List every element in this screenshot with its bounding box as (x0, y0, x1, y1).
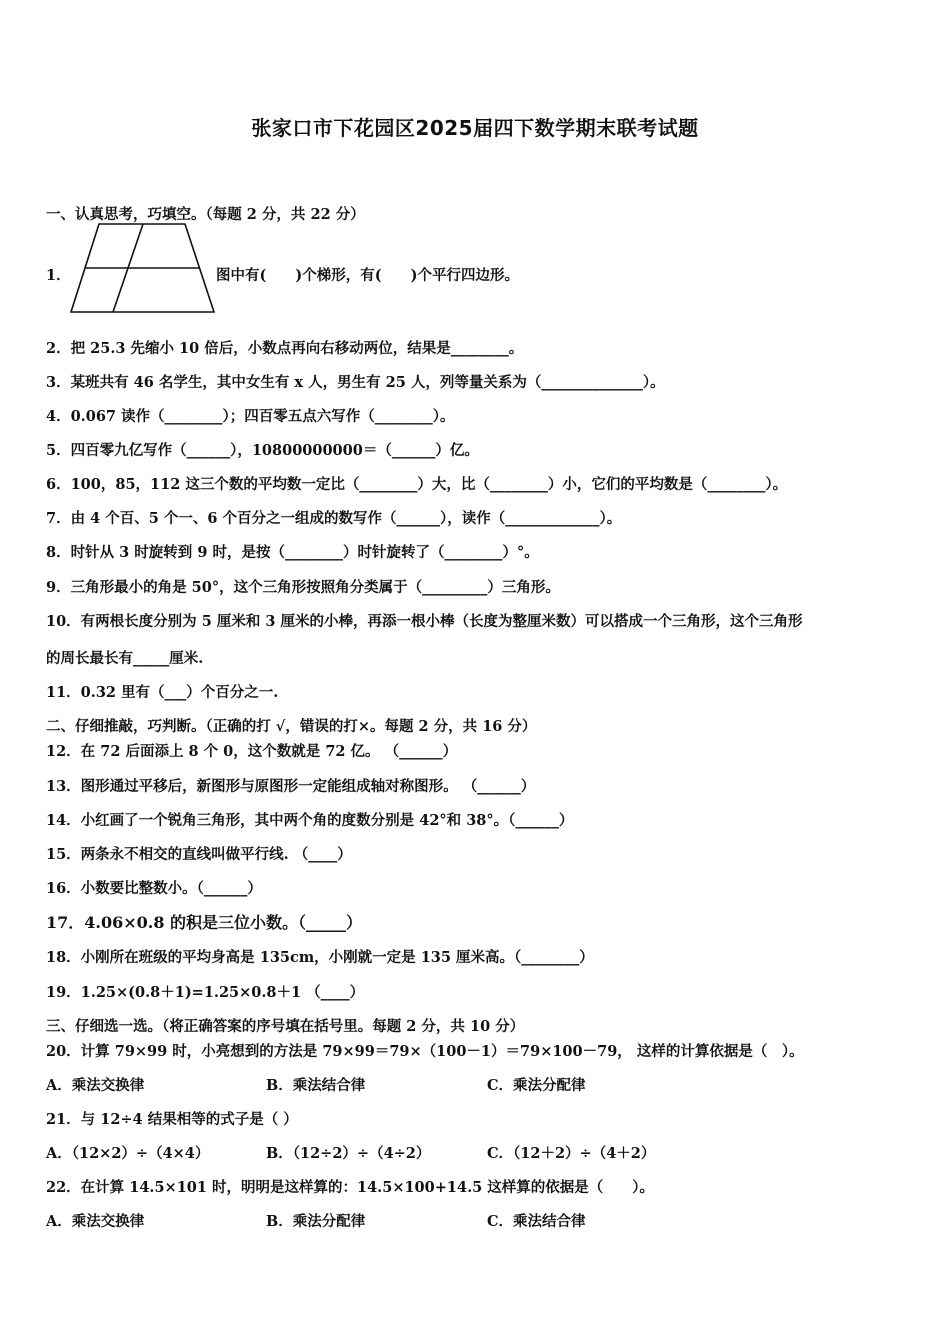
question-20-option-a: A．乘法交换律 (46, 1077, 145, 1094)
question-7: 7．由 4 个百、5 个一、6 个百分之一组成的数写作（______），读作（_____________）。 (46, 510, 622, 527)
question-20: 20．计算 79×99 时，小亮想到的方法是 79×99＝79×（100－1）＝79×100－79， 这样的计算依据是（ ）。 (46, 1043, 804, 1060)
question-19: 19．1.25×(0.8＋1)=1.25×0.8＋1 （____） (46, 984, 365, 1001)
page-title: 张家口市下花园区2025届四下数学期末联考试题 (251, 116, 699, 140)
question-18: 18．小刚所在班级的平均身高是 135cm，小刚就一定是 135 厘米高。（________） (46, 949, 594, 966)
question-22-option-a: A．乘法交换律 (46, 1213, 145, 1230)
question-12: 12．在 72 后面添上 8 个 0，这个数就是 72 亿。 （______） (46, 743, 458, 760)
question-10-line-1: 10．有两根长度分别为 5 厘米和 3 厘米的小棒，再添一根小棒（长度为整厘米数）可以搭成一个三角形，这个三角形 (46, 613, 803, 630)
trapezoid-figure (68, 222, 218, 316)
question-22-option-c: C．乘法结合律 (487, 1213, 586, 1230)
question-9: 9．三角形最小的角是 50°，这个三角形按照角分类属于（_________）三角形。 (46, 579, 560, 596)
question-15: 15．两条永不相交的直线叫做平行线. （____） (46, 846, 352, 863)
question-21-option-c: C．（12＋2）÷（4＋2） (487, 1145, 656, 1162)
question-22: 22．在计算 14.5×101 时，明明是这样算的：14.5×100+14.5 这样算的依据是（ ）。 (46, 1179, 654, 1196)
question-21-option-a: A．（12×2）÷（4×4） (46, 1145, 210, 1162)
question-10-line-2: 的周长最长有_____厘米. (46, 650, 204, 667)
question-21: 21．与 12÷4 结果相等的式子是（ ） (46, 1111, 298, 1128)
section-2-heading: 二、仔细推敲，巧判断。（正确的打 √，错误的打×。每题 2 分，共 16 分） (46, 718, 537, 735)
question-20-option-b: B．乘法结合律 (266, 1077, 366, 1094)
question-3: 3．某班共有 46 名学生，其中女生有 x 人，男生有 25 人，列等量关系为（______________）。 (46, 374, 665, 391)
question-22-option-b: B．乘法分配律 (266, 1213, 366, 1230)
question-17: 17．4.06×0.8 的积是三位小数。（_____） (46, 913, 363, 932)
section-1-heading: 一、认真思考，巧填空。（每题 2 分，共 22 分） (46, 206, 365, 223)
question-14: 14．小红画了一个锐角三角形，其中两个角的度数分别是 42°和 38°。（______） (46, 812, 574, 829)
question-1-number: 1． (46, 267, 71, 284)
question-13: 13．图形通过平移后，新图形与原图形一定能组成轴对称图形。 （______） (46, 778, 536, 795)
question-16: 16．小数要比整数小。（______） (46, 880, 262, 897)
section-3-heading: 三、仔细选一选。（将正确答案的序号填在括号里。每题 2 分，共 10 分） (46, 1018, 525, 1035)
question-11: 11．0.32 里有（___）个百分之一. (46, 684, 279, 701)
question-5: 5．四百零九亿写作（______），10800000000＝（______）亿。 (46, 442, 479, 459)
question-8: 8．时针从 3 时旋转到 9 时，是按（________）时针旋转了（________）°。 (46, 544, 539, 561)
question-20-option-c: C．乘法分配律 (487, 1077, 586, 1094)
question-4: 4．0.067 读作（________）；四百零五点六写作（________）。 (46, 408, 455, 425)
question-21-option-b: B．（12÷2）÷（4÷2） (266, 1145, 431, 1162)
question-6: 6．100，85，112 这三个数的平均数一定比（________）大，比（________）小，它们的平均数是（________）。 (46, 476, 788, 493)
question-2: 2．把 25.3 先缩小 10 倍后，小数点再向右移动两位，结果是________。 (46, 340, 524, 357)
question-1-text: 图中有( )个梯形，有( )个平行四边形。 (216, 267, 519, 284)
